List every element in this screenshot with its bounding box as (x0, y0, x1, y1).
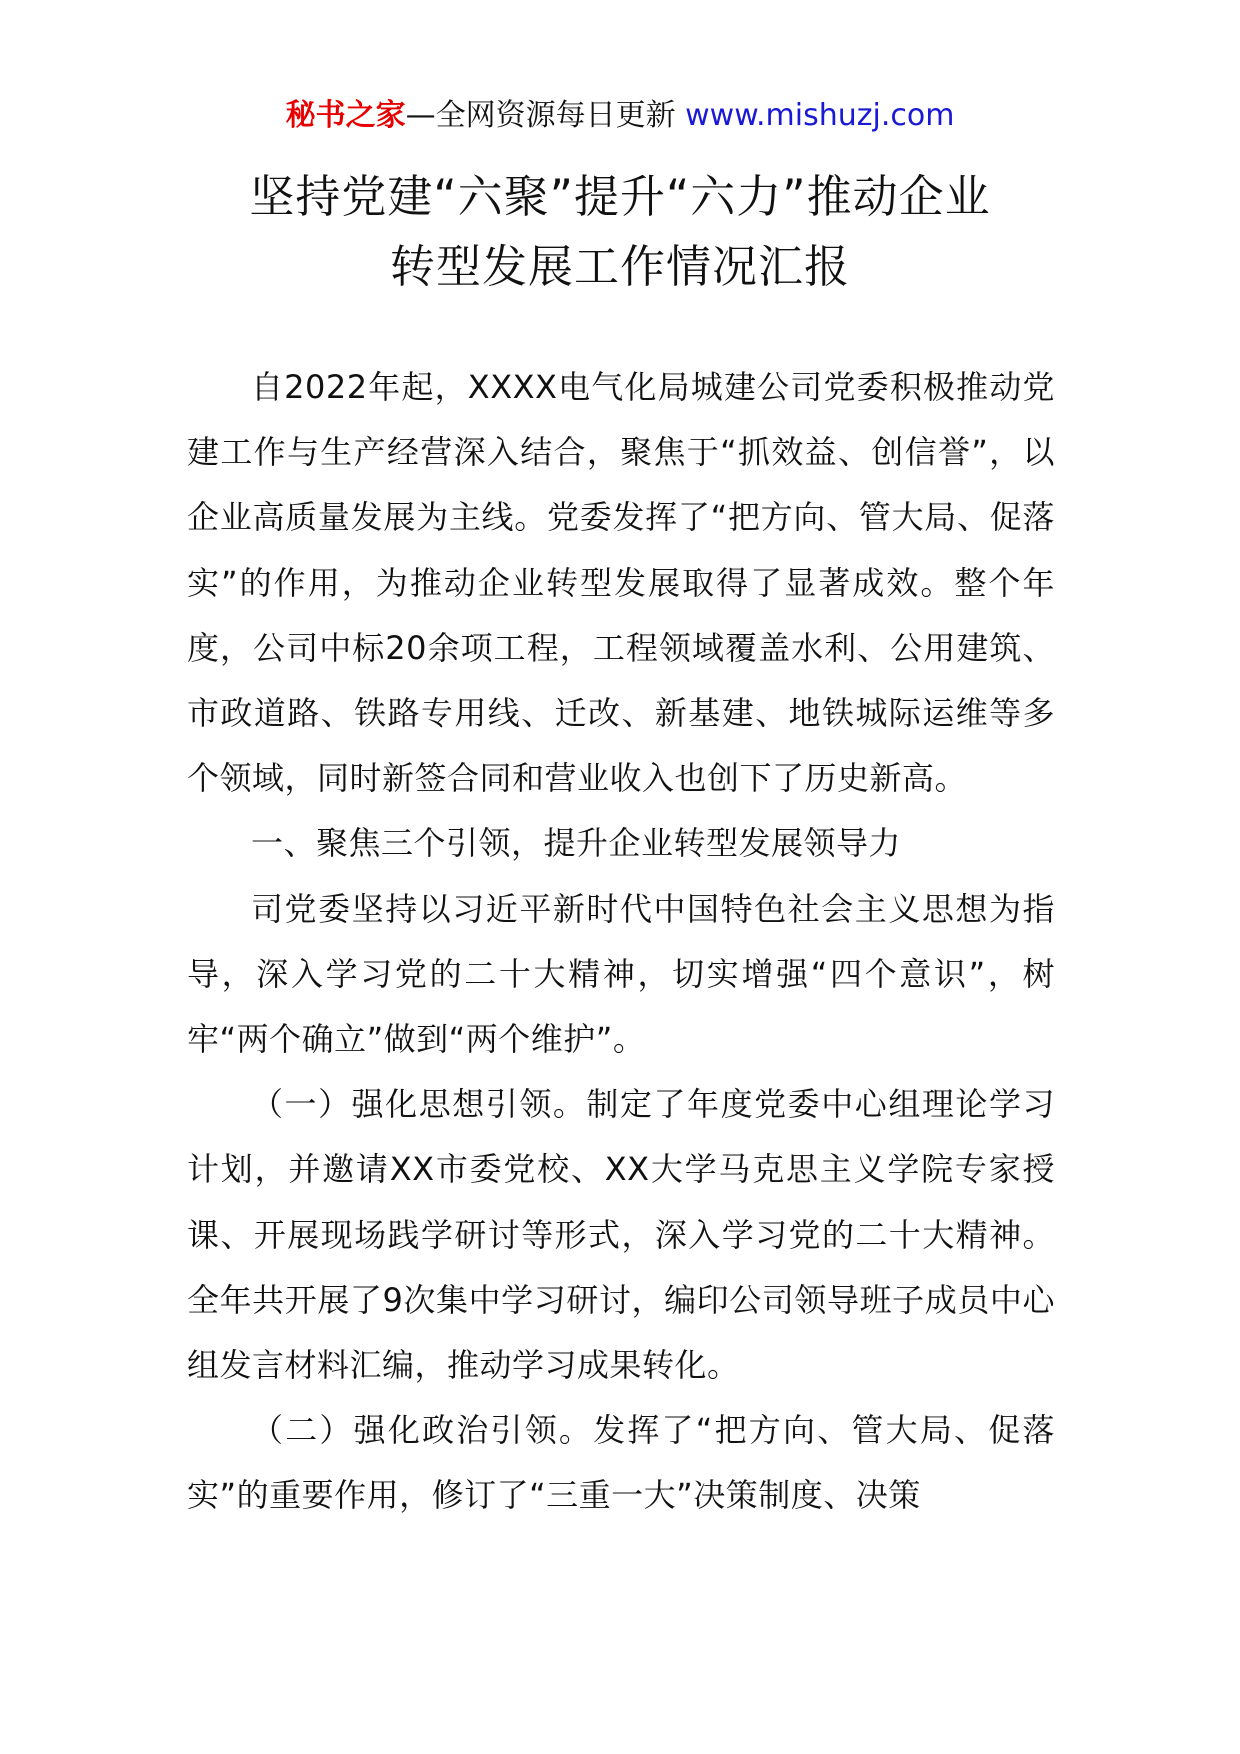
document-body (187, 355, 1055, 1529)
banner-slogan: —全网资源每日更新 (405, 98, 686, 133)
document-title-line-2: 转型发展工作情况汇报 (389, 240, 850, 293)
paragraph-thought-leadership: （一）强化思想引领。制定了年度党委中心组理论学习计划，并邀请XX市委党校、XX大学马克思主义学院专家授课、开展现场践学研讨等形式，深入学习党的二十大精神。全年共开展了9次集中学习研讨，编印公司领导班子成员中心组发言材料汇编，推动学习成果转化。 (187, 1085, 1055, 1385)
document-title (100, 162, 1140, 302)
paragraph-political-leadership: （二）强化政治引领。发挥了“把方向、管大局、促落实”的重要作用，修订了“三重一大”决策制度、决策 (187, 1411, 1055, 1515)
paragraph-section-1-intro: 司党委坚持以习近平新时代中国特色社会主义思想为指导，深入学习党的二十大精神，切实增强“四个意识”，树牢“两个确立”做到“两个维护”。 (187, 889, 1055, 1059)
banner-url[interactable]: www.mishuzj.com (685, 98, 955, 133)
section-heading-1: 一、聚焦三个引领，提升企业转型发展领导力 (251, 824, 902, 863)
document-title-line-1: 坚持党建“六聚”提升“六力”推动企业 (249, 170, 991, 223)
site-banner (0, 96, 1240, 136)
banner-brand: 秘书之家 (285, 98, 406, 133)
paragraph-intro: 自2022年起，XXXX电气化局城建公司党委积极推动党建工作与生产经营深入结合，聚焦于“抓效益、创信誉”，以企业高质量发展为主线。党委发挥了“把方向、管大局、促落实”的作用，为推动企业转型发展取得了显著成效。整个年度，公司中标20余项工程，工程领域覆盖水利、公用建筑、市政道路、铁路专用线、迁改、新基建、地铁城际运维等多个领域，同时新签合同和营业收入也创下了历史新高。 (187, 368, 1055, 798)
